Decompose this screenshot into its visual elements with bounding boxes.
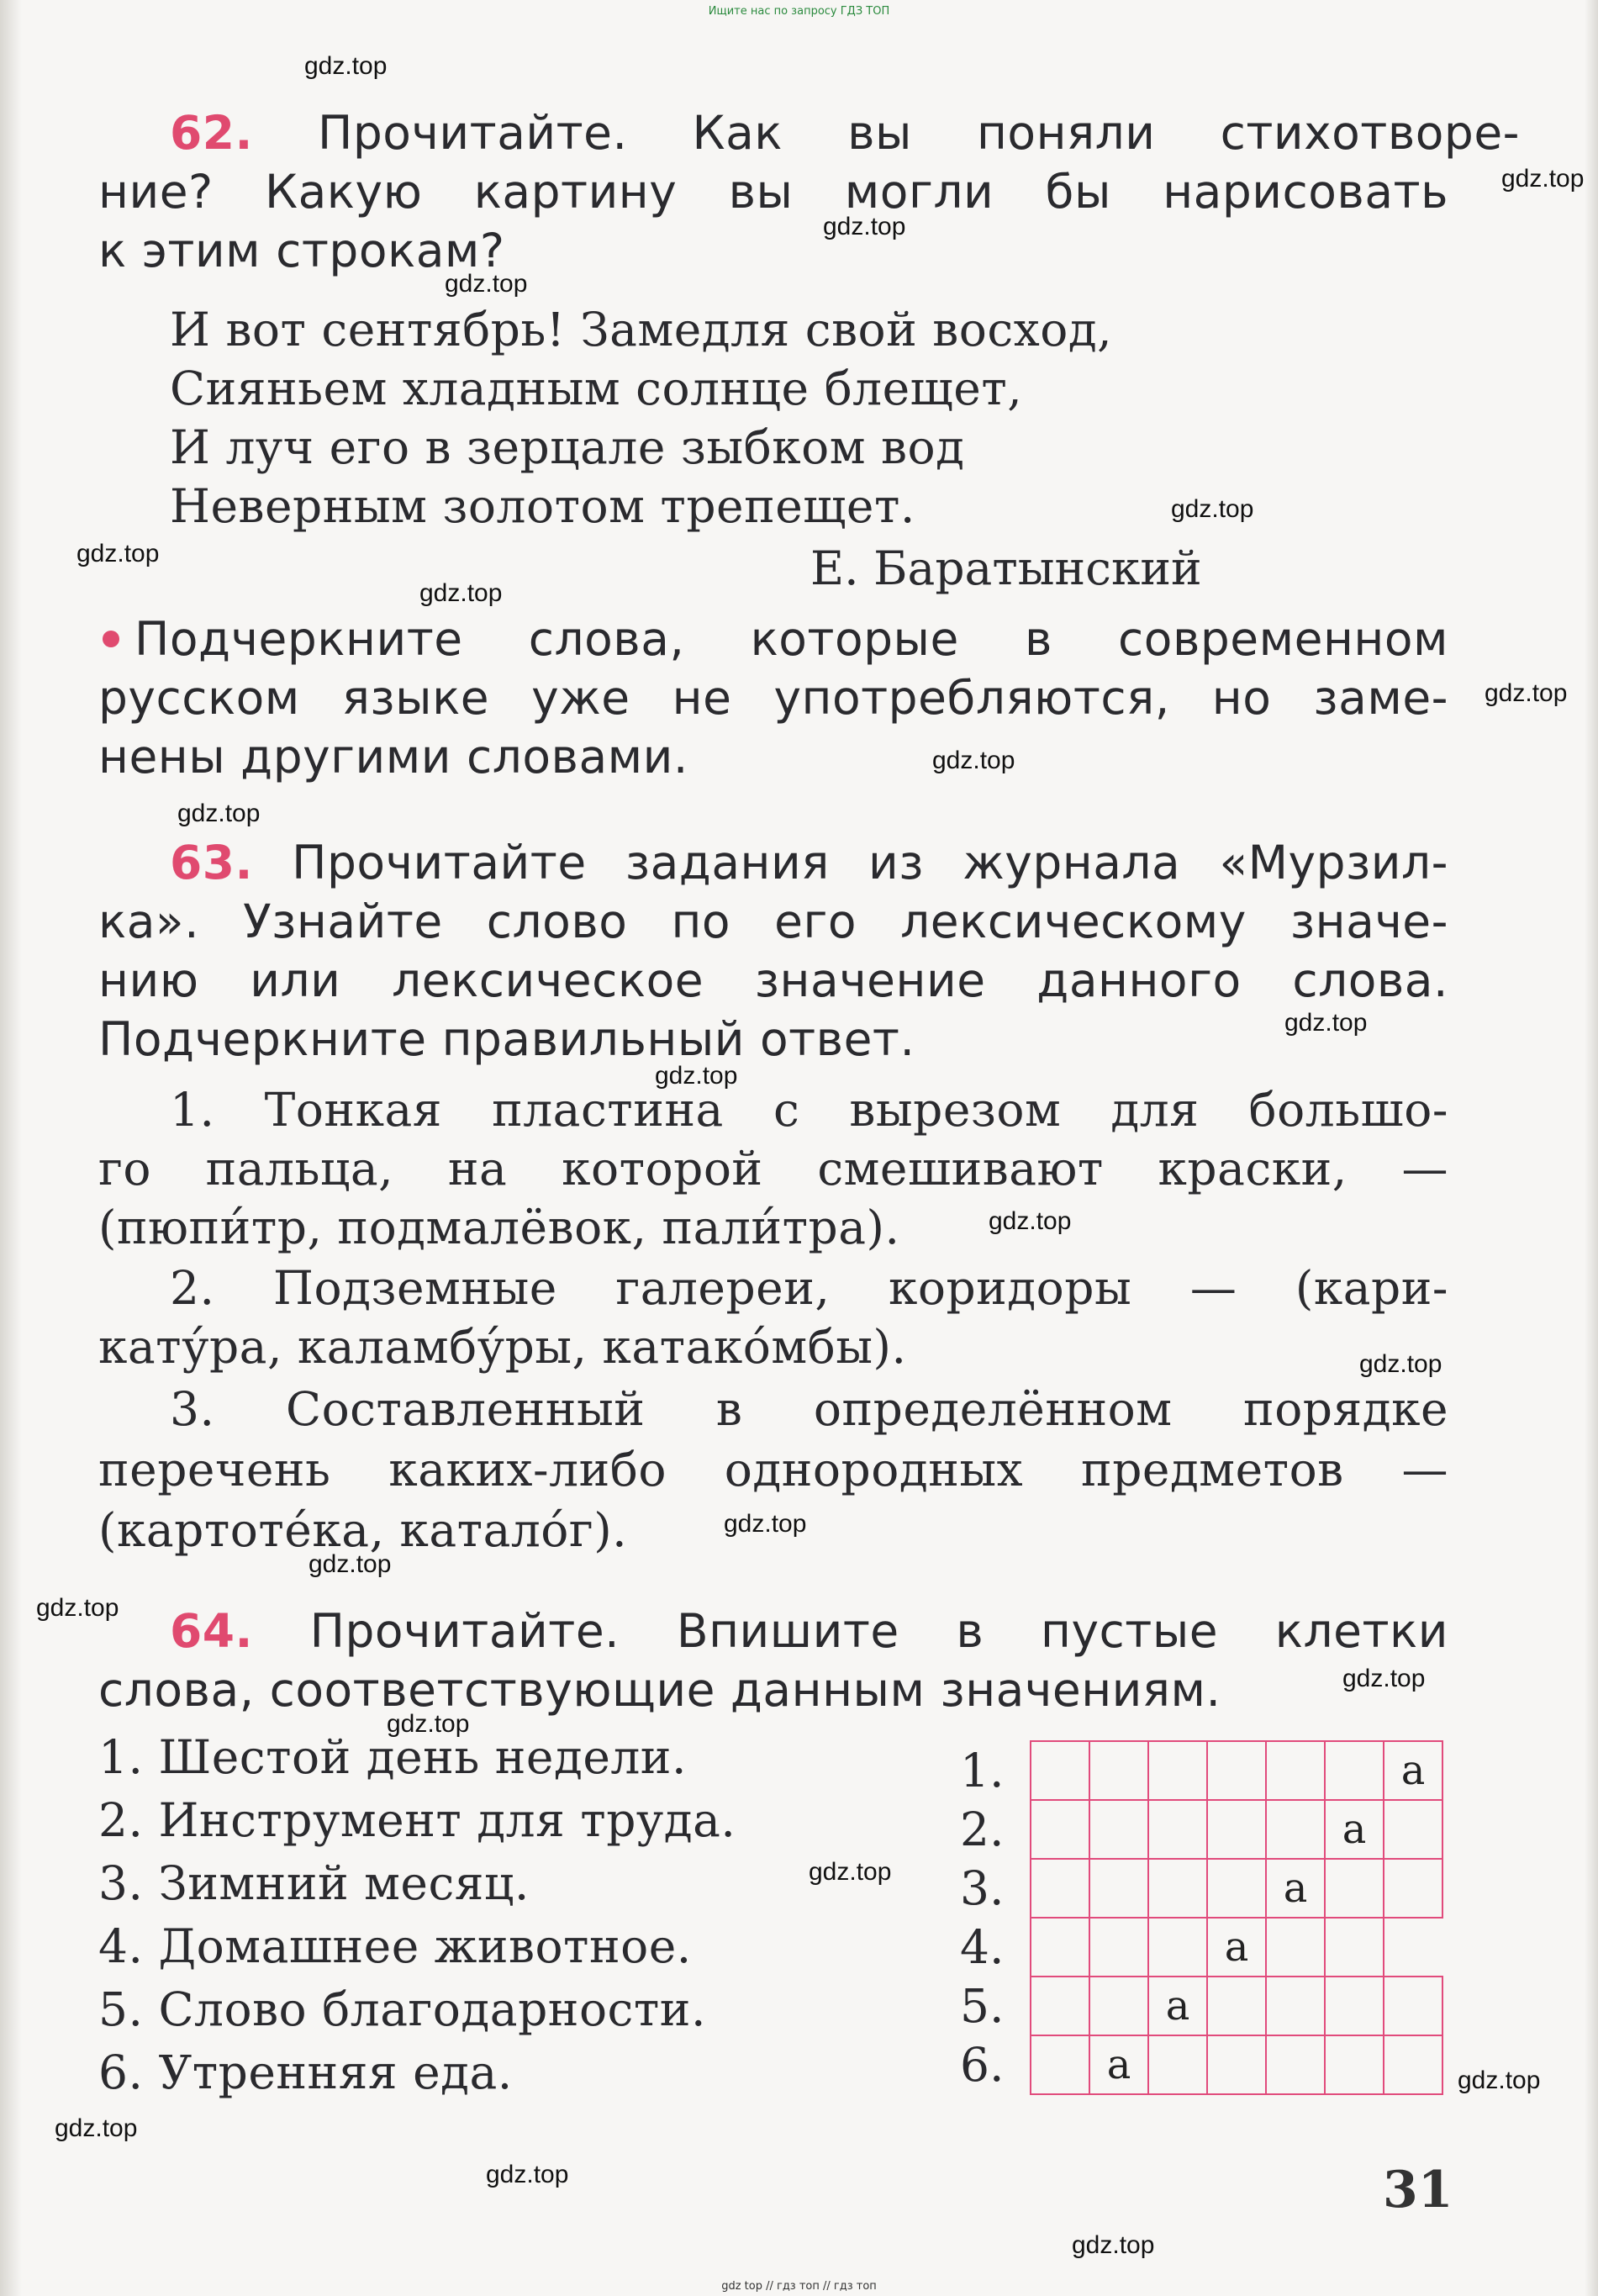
ex64-item-1: 1. Шестой день недели. [98, 1730, 687, 1784]
crossword-cell[interactable] [1324, 1917, 1384, 1977]
crossword-cell-given: а [1265, 1858, 1326, 1919]
crossword-cell[interactable] [1030, 1740, 1090, 1801]
crossword-cell[interactable] [1265, 1917, 1326, 1977]
watermark: gdz.top [419, 579, 503, 607]
ex62-task-line-2: русском языке уже не употребляются, но заме- [98, 671, 1448, 725]
ex62-number: 62. [170, 106, 253, 160]
crossword-cell[interactable] [1206, 1858, 1267, 1919]
crossword-cell[interactable] [1030, 2035, 1090, 2095]
crossword-cell[interactable] [1324, 1858, 1384, 1919]
crossword-cell-given: а [1089, 2035, 1149, 2095]
crossword-cell-given: а [1383, 1740, 1443, 1801]
ex63-item-1a: 1. Тонкая пластина с вырезом для большо- [170, 1083, 1448, 1137]
watermark: gdz.top [36, 1594, 119, 1622]
ex63-line-2: ка». Узнайте слово по его лексическому значе- [98, 895, 1448, 948]
poem-line-3: И луч его в зерцале зыбком вод [170, 420, 965, 474]
watermark: gdz.top [76, 540, 160, 567]
crossword-row-5 [1031, 1977, 1443, 2036]
bullet-icon [103, 631, 119, 647]
grid-number-3: 3. [960, 1861, 1005, 1915]
ex63-number: 63. [170, 836, 253, 889]
crossword-row-1 [1031, 1742, 1443, 1801]
ex62-task-line-3: нены другими словами. [98, 730, 688, 784]
ex63-item-3c: (картоте́ка, катало́г). [98, 1503, 628, 1557]
crossword-cell[interactable] [1089, 1740, 1149, 1801]
grid-number-1: 1. [960, 1744, 1005, 1797]
crossword-cell[interactable] [1206, 1976, 1267, 2036]
crossword-cell[interactable] [1383, 1976, 1443, 2036]
crossword-cell[interactable] [1265, 2035, 1326, 2095]
ex64-line-2: слова, соответствующие данным значениям. [98, 1663, 1221, 1717]
watermark: gdz.top [1171, 495, 1254, 523]
watermark: gdz.top [989, 1207, 1072, 1235]
page-edge-shadow [1585, 0, 1598, 2296]
ex64-line-1: 64. Прочитайте. Впишите в пустые клетки [170, 1604, 1448, 1658]
watermark: gdz.top [655, 1062, 738, 1090]
crossword-cell[interactable] [1206, 1740, 1267, 1801]
ex63-line-4: Подчеркните правильный ответ. [98, 1012, 915, 1066]
watermark: gdz.top [309, 1550, 392, 1578]
crossword-cell[interactable] [1147, 1917, 1208, 1977]
watermark: gdz.top [809, 1858, 892, 1886]
poem-line-1: И вот сентябрь! Замедля свой восход, [170, 303, 1113, 356]
crossword-cell[interactable] [1324, 2035, 1384, 2095]
crossword-cell[interactable] [1265, 1976, 1326, 2036]
crossword-cell[interactable] [1206, 1799, 1267, 1860]
ex64-item-3: 3. Зимний месяц. [98, 1856, 530, 1910]
ex64-item-6: 6. Утренняя еда. [98, 2045, 513, 2099]
bottom-banner: gdz top // гдз топ // гдз топ [721, 2280, 877, 2293]
poem-line-2: Сияньем хладным солнце блещет, [170, 362, 1023, 415]
watermark: gdz.top [932, 747, 1015, 774]
crossword-cell[interactable] [1030, 1976, 1090, 2036]
crossword-cell[interactable] [1030, 1858, 1090, 1919]
ex63-item-1b: го пальца, на которой смешивают краски, — [98, 1142, 1448, 1196]
crossword-cell[interactable] [1089, 1917, 1149, 1977]
watermark: gdz.top [1284, 1009, 1368, 1037]
watermark: gdz.top [1072, 2231, 1155, 2259]
crossword-cell[interactable] [1324, 1976, 1384, 2036]
poem-line-4: Неверным золотом трепещет. [170, 479, 915, 533]
page-gutter-shadow [0, 0, 22, 2296]
watermark: gdz.top [724, 1510, 807, 1538]
crossword-row-2 [1031, 1801, 1443, 1860]
ex63-line-1: 63. Прочитайте задания из журнала «Мурзил- [170, 836, 1449, 889]
ex63-item-2b: кату́ра, каламбу́ры, катако́мбы). [98, 1320, 907, 1374]
watermark: gdz.top [387, 1710, 470, 1738]
crossword-row-6 [1031, 2036, 1443, 2095]
watermark: gdz.top [304, 52, 388, 80]
ex63-item-1c: (пюпи́тр, подмалёвок, пали́тра). [98, 1201, 900, 1254]
crossword-cell[interactable] [1030, 1799, 1090, 1860]
crossword-cell[interactable] [1089, 1858, 1149, 1919]
crossword-cell-given: а [1147, 1976, 1208, 2036]
watermark: gdz.top [177, 800, 261, 827]
poem-author: Е. Баратынский [810, 541, 1202, 595]
ex62-task-line-1: Подчеркните слова, которые в современном [134, 612, 1448, 666]
ex63-item-3b: перечень каких-либо однородных предметов — [98, 1443, 1448, 1496]
crossword-cell[interactable] [1147, 2035, 1208, 2095]
watermark: gdz.top [1359, 1350, 1442, 1378]
crossword-cell[interactable] [1383, 1858, 1443, 1919]
crossword-cell[interactable] [1324, 1740, 1384, 1801]
watermark: gdz.top [1342, 1665, 1426, 1692]
watermark: gdz.top [1485, 679, 1568, 707]
ex64-item-5: 5. Слово благодарности. [98, 1982, 706, 2036]
ex63-line-3: нию или лексическое значение данного слова. [98, 953, 1448, 1007]
watermark: gdz.top [1501, 165, 1585, 193]
watermark: gdz.top [445, 270, 528, 298]
page-number: 31 [1383, 2161, 1453, 2219]
watermark: gdz.top [823, 213, 906, 240]
crossword-cell[interactable] [1147, 1799, 1208, 1860]
ex63-item-3a: 3. Составленный в определённом порядке [170, 1382, 1448, 1436]
ex64-item-2: 2. Инструмент для труда. [98, 1793, 736, 1847]
ex63-item-2a: 2. Подземные галереи, коридоры — (кари- [170, 1261, 1448, 1315]
ex62-line-1: 62. Прочитайте. Как вы поняли стихотворе- [170, 106, 1520, 160]
watermark: gdz.top [55, 2114, 138, 2142]
crossword-cell-given: а [1324, 1799, 1384, 1860]
crossword-cell[interactable] [1089, 1976, 1149, 2036]
ex62-line-2: ние? Какую картину вы могли бы нарисовать [98, 165, 1448, 219]
crossword-row-3 [1031, 1860, 1443, 1919]
crossword-cell-given: а [1206, 1917, 1267, 1977]
crossword-cell[interactable] [1265, 1740, 1326, 1801]
crossword-cell[interactable] [1383, 1799, 1443, 1860]
crossword-cell[interactable] [1206, 2035, 1267, 2095]
grid-number-2: 2. [960, 1802, 1005, 1856]
crossword-cell[interactable] [1147, 1858, 1208, 1919]
ex62-line-3: к этим строкам? [98, 224, 505, 277]
watermark: gdz.top [1458, 2066, 1541, 2094]
crossword-cell[interactable] [1383, 2035, 1443, 2095]
crossword-cell[interactable] [1147, 1740, 1208, 1801]
top-banner: Ищите нас по запросу ГДЗ ТОП [708, 5, 890, 18]
grid-number-6: 6. [960, 2038, 1005, 2092]
watermark: gdz.top [486, 2161, 569, 2188]
ex64-item-4: 4. Домашнее животное. [98, 1919, 692, 1973]
crossword-cell[interactable] [1030, 1917, 1090, 1977]
grid-number-4: 4. [960, 1920, 1005, 1974]
crossword-cell[interactable] [1265, 1799, 1326, 1860]
grid-number-5: 5. [960, 1979, 1005, 2033]
ex64-number: 64. [170, 1604, 253, 1658]
crossword-cell[interactable] [1089, 1799, 1149, 1860]
crossword-row-4 [1031, 1919, 1384, 1977]
